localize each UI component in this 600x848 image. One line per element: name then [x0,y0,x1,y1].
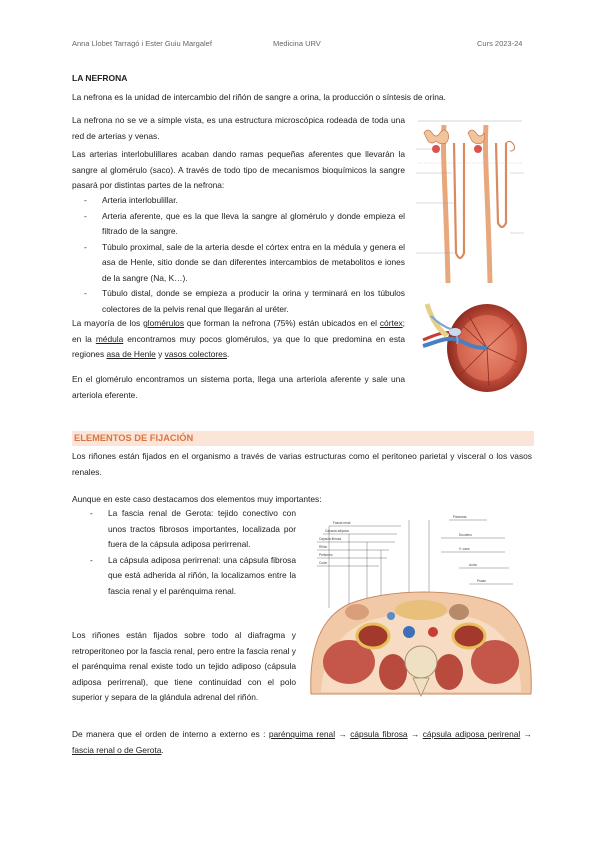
link-vasos-colectores: vasos colectores [164,349,228,359]
list-item-text: Túbulo proximal, sale de la arteria desde el córtex entra en la médula y genera el asa de Henle, sitio donde se dan diferentes intercambios de metabolitos e iones de la sangre (Na, K…). [102,241,405,283]
link-asa-henle: asa de Henle [106,349,156,359]
svg-text:Cápsula fibrosa: Cápsula fibrosa [319,537,342,541]
list-item: - La cápsula adiposa perirrenal: una cápsula fibrosa que está adherida al riñón, la localizamos entre la fascia renal y el parénquima renal. [90,554,296,596]
nefrona-title: LA NEFRONA [72,73,128,83]
fijacion-p3: Los riñones están fijados sobre todo al diafragma y retroperitoneo por la fascia renal, pero entre la fascia renal y el parénquima renal existe todo un tejido adiposo (cápsula adiposa perirrenal), que tiene continuidad con el polo superior y separa de la glándula adrenal del riñón. [72,630,296,702]
retroperitoneum-section-image [309,512,534,697]
svg-text:Fascia renal: Fascia renal [333,521,351,525]
list-item-text: Arteria aferente, que es la que lleva la sangre al glomérulo y donde empieza el filtrado de la sangre. [102,210,405,236]
nefrona-p1: La nefrona no se ve a simple vista, es una estructura microscópica rodeada de toda una red de arterias y venas. [72,115,405,141]
arrow: → [410,729,420,739]
link-glomerulos: glomérulos [143,318,185,328]
fijacion-p2: Aunque en este caso destacamos dos elementos muy importantes: [72,494,322,504]
header-authors: Anna Llobet Tarragó i Ester Guiu Margalef [72,39,212,48]
svg-text:Cápsula adiposa: Cápsula adiposa [325,529,349,533]
fijacion-title: ELEMENTOS DE FIJACIÓN [72,431,534,446]
fijacion-order: De manera que el orden de interno a externo es : parénquima renal → cápsula fibrosa → cápsula adiposa perirenal → fascia renal o de Gerota. [72,729,532,755]
arrow: → [523,729,532,739]
list-item: - La fascia renal de Gerota: tejido conectivo con unos tractos fibrosos importantes, localizada por fuera de la cápsula adiposa perirrenal. [90,508,296,549]
svg-text:Peritoneo: Peritoneo [319,553,333,557]
nefrona-p3: La mayoría de los glomérulos que forman la nefrona (75%) están ubicados en el córtex; en la médula encontramos muy pocos glomérulos, ya que lo que predomina en esta regiones asa de Henle y vasos colectores. [72,318,405,359]
fijacion-p1: Los riñones están fijados en el organismo a través de varias estructuras como el peritoneo parietal y visceral o los vasos renales. [72,451,532,477]
svg-text:Duodeno: Duodeno [459,533,472,537]
kidney-section-image [413,296,529,396]
list-item-text: La cápsula adiposa perirrenal: una cápsula fibrosa que está adherida al riñón, la localizamos entre la fascia renal y el parénquima renal. [108,554,296,596]
order-item: fascia renal o de Gerota [72,744,162,755]
nefrona-p2: Las arterias interlobulillares acaban dando ramas pequeñas aferentes que llevarán la sangre al glomérulo (saco). A través de todo tipo de mecanismos bioquímicos la sangre pasará por distintas partes de la nefrona: [72,149,405,190]
list-item-text: La fascia renal de Gerota: tejido conectivo con unos tractos fibrosos importantes, localizada por fuera de la cápsula adiposa perirrenal. [108,508,296,549]
nephron-diagram [414,113,526,289]
order-item: cápsula adiposa perirenal [422,729,521,739]
svg-text:Colon: Colon [319,561,328,565]
svg-text:Aorta: Aorta [469,563,477,567]
list-item: - Arteria aferente, que es la que lleva la sangre al glomérulo y donde empieza el filtrado de la sangre. [84,210,405,236]
list-item-text: Arteria interlobulillar. [102,195,178,205]
list-item: - Arteria interlobulillar. [84,195,178,205]
fijacion-list [78,506,296,599]
nefrona-intro: La nefrona es la unidad de intercambio del riñón de sangre a orina, la producción o síntesis de orina. [72,92,446,102]
list-item: - Túbulo proximal, sale de la arteria desde el córtex entra en la médula y genera el asa de Henle, sitio donde se dan diferentes intercambios de metabolitos e iones de la sangre (Na, K…). [84,241,405,283]
arrow: → [338,729,347,739]
svg-text:Psoas: Psoas [477,579,486,583]
link-cortex: córtex [379,318,403,328]
order-item: parénquima renal [268,729,336,739]
svg-text:Páncreas: Páncreas [453,515,467,519]
list-item-text: Túbulo distal, donde se empieza a producir la orina y terminará en los túbulos colectores de la pelvis renal que llegarán al uréter. [102,288,405,314]
nefrona-p4: En el glomérulo encontramos un sistema porta, llega una arteriola aferente y sale una arteriola eferente. [72,374,405,400]
svg-text:V. cava: V. cava [459,547,470,551]
link-medula: médula [95,333,124,344]
order-item: cápsula fibrosa [350,729,408,739]
list-item: - Túbulo distal, donde se empieza a producir la orina y terminará en los túbulos colectores de la pelvis renal que llegarán al uréter. [84,288,405,314]
header-year: Curs 2023-24 [477,39,523,48]
nefrona-list [72,193,405,317]
header-course: Medicina URV [273,39,321,48]
svg-text:Riñón: Riñón [319,545,328,549]
